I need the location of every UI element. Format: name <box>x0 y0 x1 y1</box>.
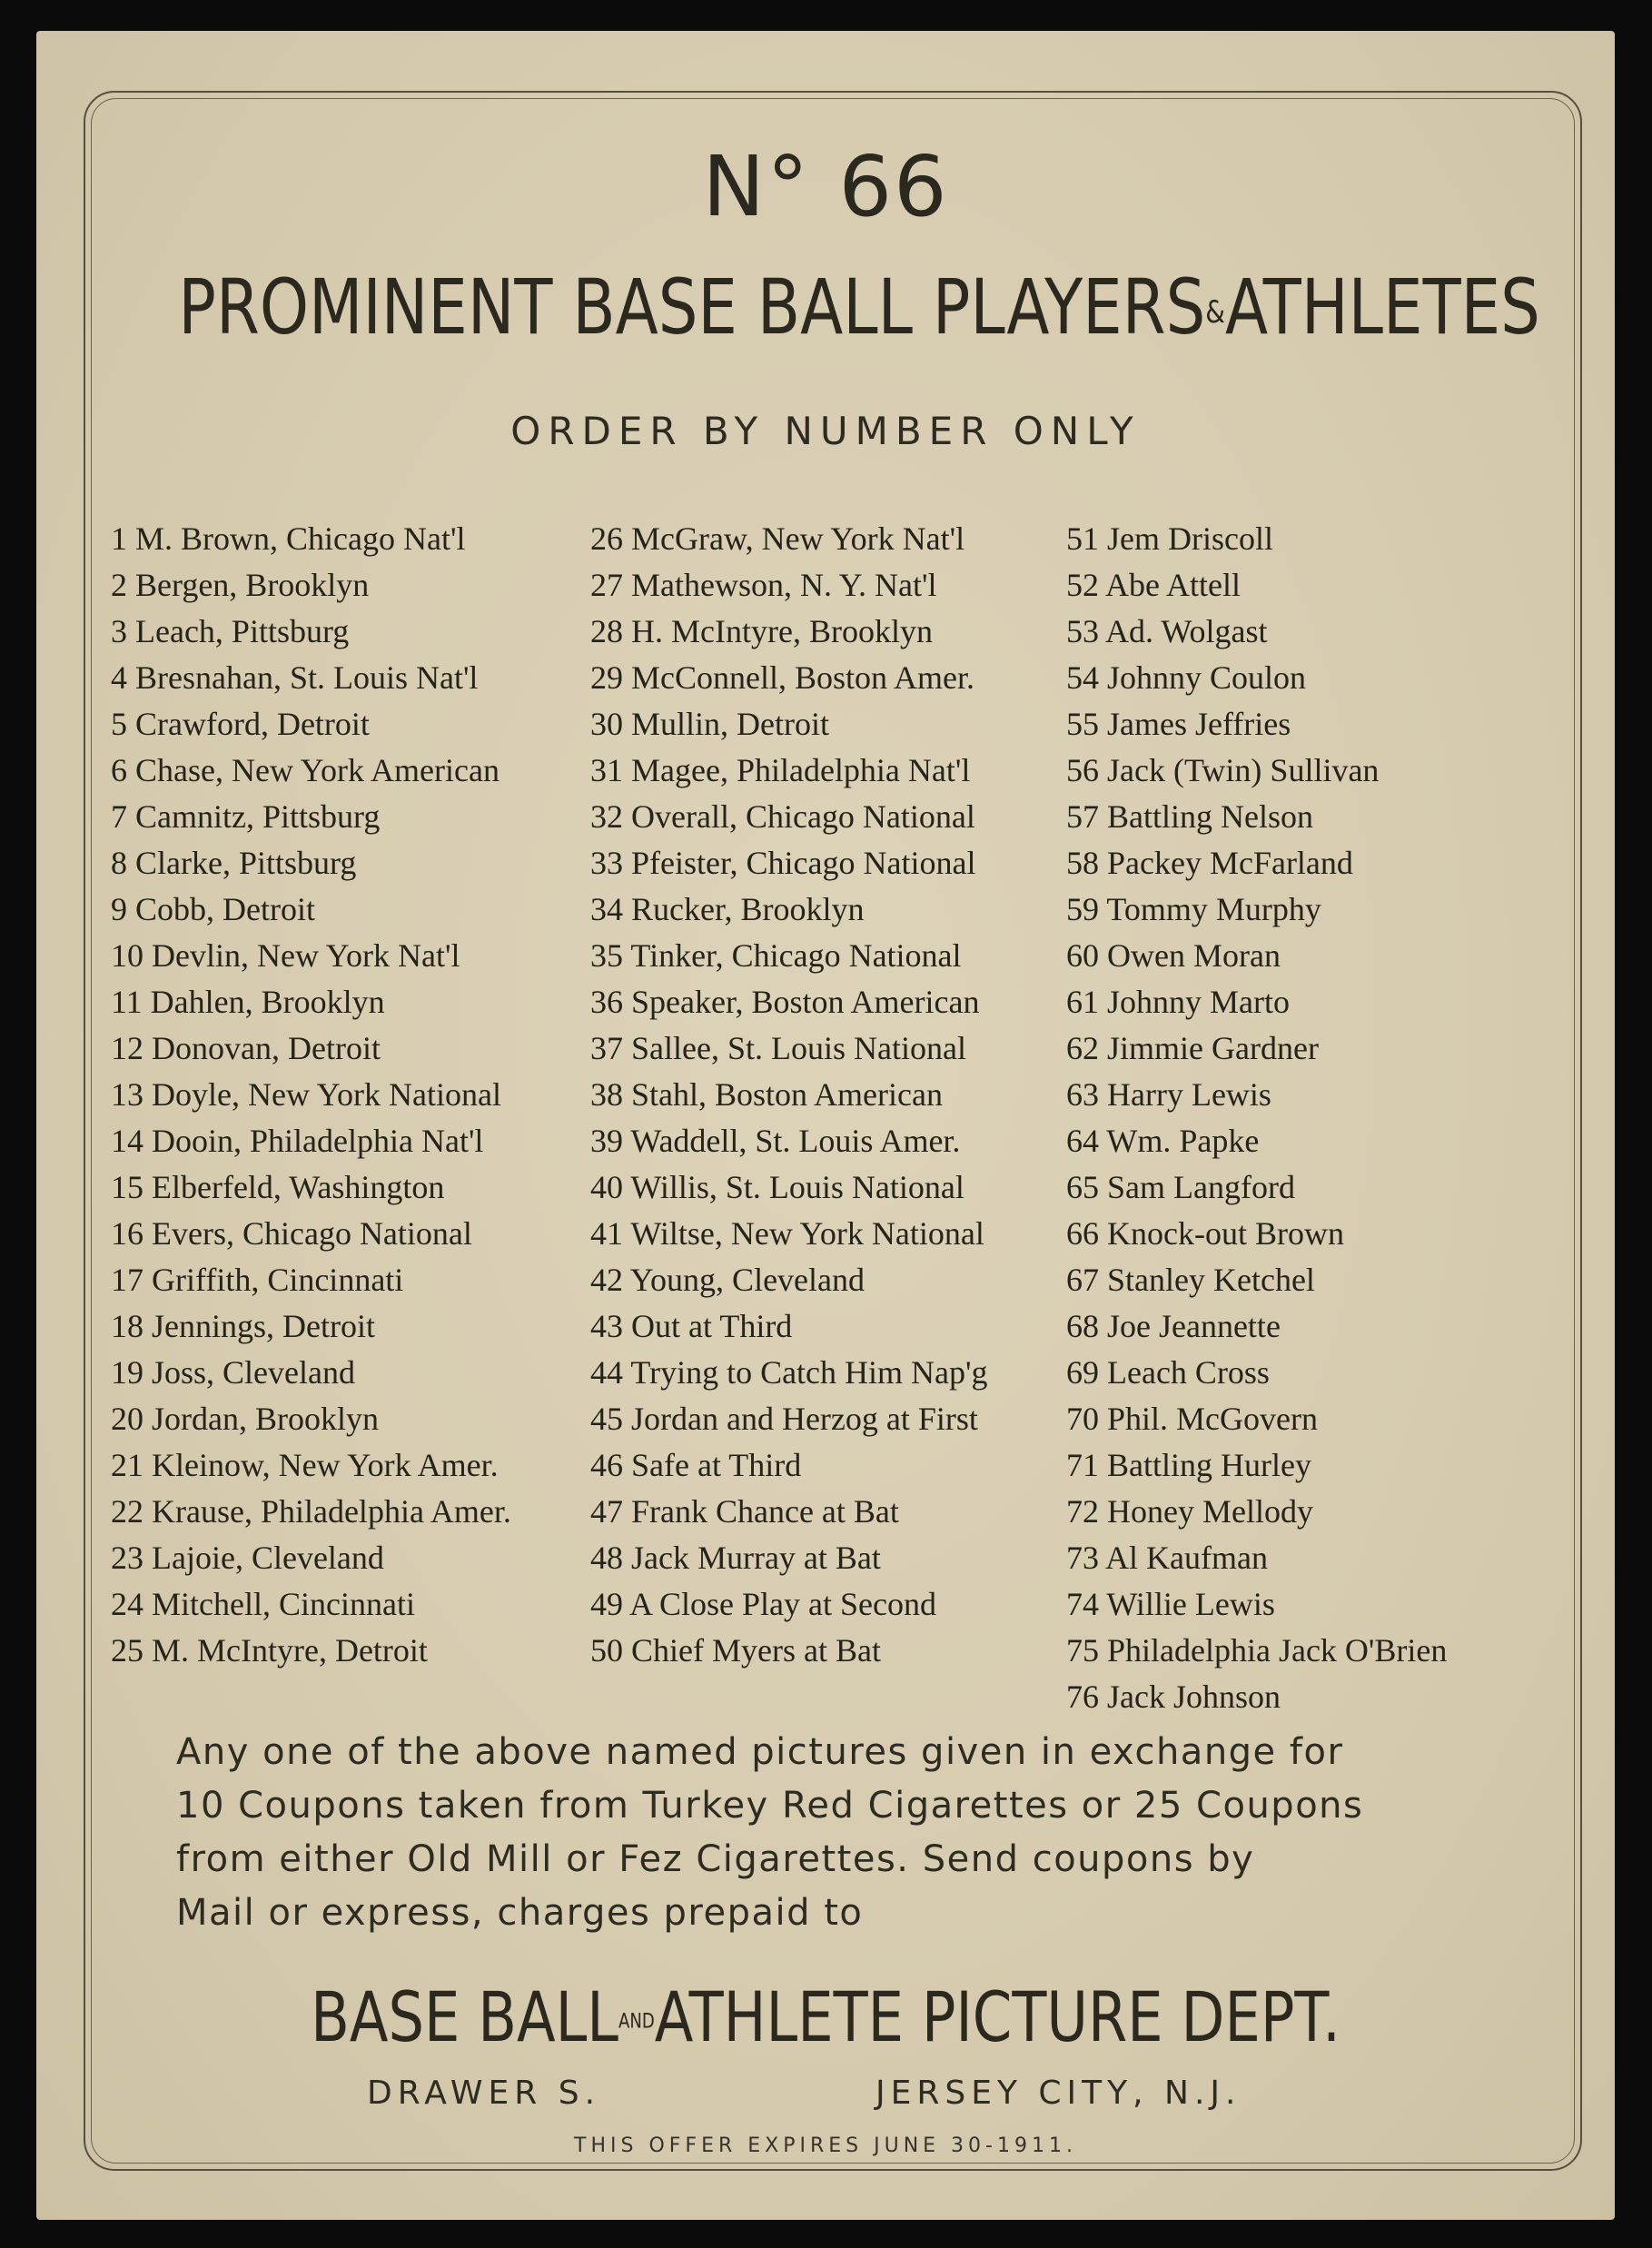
card-back <box>36 31 1615 2220</box>
list-item: 3 Leach, Pittsburg <box>111 613 350 649</box>
list-item: 33 Pfeister, Chicago National <box>590 845 976 881</box>
list-item: 13 Doyle, New York National <box>111 1076 501 1113</box>
list-item: 10 Devlin, New York Nat'l <box>111 937 460 974</box>
player-list-column-1 <box>111 516 511 1674</box>
list-item: 57 Battling Nelson <box>1066 798 1313 835</box>
list-item: 28 H. McIntyre, Brooklyn <box>590 613 933 649</box>
list-item: 7 Camnitz, Pittsburg <box>111 798 381 835</box>
list-item: 29 McConnell, Boston Amer. <box>590 659 974 696</box>
drawer-address: DRAWER S. <box>367 2075 601 2112</box>
offer-line: Any one of the above named pictures given in exchange for <box>176 1731 1344 1773</box>
list-item: 20 Jordan, Brooklyn <box>111 1401 379 1437</box>
list-item: 16 Evers, Chicago National <box>111 1215 472 1252</box>
list-item: 38 Stahl, Boston American <box>590 1076 943 1113</box>
list-item: 23 Lajoie, Cleveland <box>111 1540 384 1576</box>
list-item: 52 Abe Attell <box>1066 567 1241 603</box>
list-item: 71 Battling Hurley <box>1066 1447 1311 1483</box>
dept-left: BASE BALL <box>311 1976 619 2057</box>
offer-line: 10 Coupons taken from Turkey Red Cigarettes or 25 Coupons <box>176 1785 1364 1827</box>
list-item: 36 Speaker, Boston American <box>590 984 980 1020</box>
list-item: 37 Sallee, St. Louis National <box>590 1030 966 1066</box>
list-item: 68 Joe Jeannette <box>1066 1308 1281 1344</box>
list-item: 19 Joss, Cleveland <box>111 1354 355 1391</box>
list-item: 46 Safe at Third <box>590 1447 802 1483</box>
list-item: 35 Tinker, Chicago National <box>590 937 962 974</box>
list-item: 50 Chief Myers at Bat <box>590 1632 881 1669</box>
list-item: 53 Ad. Wolgast <box>1066 613 1268 649</box>
list-item: 40 Willis, St. Louis National <box>590 1169 964 1205</box>
player-list-column-2 <box>590 516 988 1674</box>
list-item: 65 Sam Langford <box>1066 1169 1295 1205</box>
series-number: N° 66 <box>702 138 949 235</box>
title-main: PROMINENT BASE BALL PLAYERS <box>178 262 1206 352</box>
list-item: 74 Willie Lewis <box>1066 1586 1275 1622</box>
title-end: ATHLETES <box>1225 262 1540 352</box>
list-item: 17 Griffith, Cincinnati <box>111 1262 404 1298</box>
list-item: 51 Jem Driscoll <box>1066 520 1273 557</box>
list-item: 39 Waddell, St. Louis Amer. <box>590 1123 961 1159</box>
list-item: 61 Johnny Marto <box>1066 984 1290 1020</box>
list-item: 11 Dahlen, Brooklyn <box>111 984 385 1020</box>
list-item: 31 Magee, Philadelphia Nat'l <box>590 752 971 788</box>
list-item: 6 Chase, New York American <box>111 752 500 788</box>
player-list-column-3 <box>1066 516 1447 1720</box>
list-item: 64 Wm. Papke <box>1066 1123 1260 1159</box>
list-item: 55 James Jeffries <box>1066 706 1291 742</box>
list-item: 47 Frank Chance at Bat <box>590 1493 899 1530</box>
list-item: 43 Out at Third <box>590 1308 793 1344</box>
list-item: 27 Mathewson, N. Y. Nat'l <box>590 567 937 603</box>
department-name <box>178 1976 1472 2057</box>
list-item: 54 Johnny Coulon <box>1066 659 1307 696</box>
list-item: 67 Stanley Ketchel <box>1066 1262 1315 1298</box>
city-address: JERSEY CITY, N.J. <box>875 2075 1241 2112</box>
list-item: 58 Packey McFarland <box>1066 845 1353 881</box>
offer-line: from either Old Mill or Fez Cigarettes. Send coupons by <box>176 1838 1255 1880</box>
list-item: 26 McGraw, New York Nat'l <box>590 520 965 557</box>
list-item: 24 Mitchell, Cincinnati <box>111 1586 415 1622</box>
list-item: 48 Jack Murray at Bat <box>590 1540 881 1576</box>
list-item: 41 Wiltse, New York National <box>590 1215 984 1252</box>
list-item: 12 Donovan, Detroit <box>111 1030 381 1066</box>
list-item: 5 Crawford, Detroit <box>111 706 370 742</box>
list-item: 49 A Close Play at Second <box>590 1586 936 1622</box>
list-item: 69 Leach Cross <box>1066 1354 1270 1391</box>
list-item: 9 Cobb, Detroit <box>111 891 315 927</box>
list-item: 75 Philadelphia Jack O'Brien <box>1066 1632 1448 1669</box>
offer-line: Mail or express, charges prepaid to <box>176 1892 864 1934</box>
list-item: 72 Honey Mellody <box>1066 1493 1313 1530</box>
list-item: 70 Phil. McGovern <box>1066 1401 1318 1437</box>
list-item: 15 Elberfeld, Washington <box>111 1169 445 1205</box>
list-item: 25 M. McIntyre, Detroit <box>111 1632 428 1669</box>
list-item: 73 Al Kaufman <box>1066 1540 1268 1576</box>
list-item: 2 Bergen, Brooklyn <box>111 567 370 603</box>
list-item: 76 Jack Johnson <box>1066 1679 1281 1715</box>
list-item: 44 Trying to Catch Him Nap'g <box>590 1354 988 1391</box>
list-item: 30 Mullin, Detroit <box>590 706 829 742</box>
list-item: 21 Kleinow, New York Amer. <box>111 1447 499 1483</box>
dept-and: AND <box>618 2010 655 2034</box>
offer-expiry: THIS OFFER EXPIRES JUNE 30-1911. <box>574 2134 1077 2157</box>
exchange-offer-text <box>176 1726 1520 1940</box>
list-item: 4 Bresnahan, St. Louis Nat'l <box>111 659 479 696</box>
list-item: 22 Krause, Philadelphia Amer. <box>111 1493 511 1530</box>
order-note: ORDER BY NUMBER ONLY <box>510 409 1141 453</box>
title-ampersand: & <box>1205 294 1226 332</box>
list-item: 66 Knock-out Brown <box>1066 1215 1344 1252</box>
list-item: 63 Harry Lewis <box>1066 1076 1271 1113</box>
list-item: 18 Jennings, Detroit <box>111 1308 375 1344</box>
list-item: 32 Overall, Chicago National <box>590 798 975 835</box>
list-item: 62 Jimmie Gardner <box>1066 1030 1319 1066</box>
list-item: 56 Jack (Twin) Sullivan <box>1066 752 1380 788</box>
dept-right: ATHLETE PICTURE DEPT. <box>654 1976 1340 2057</box>
list-item: 42 Young, Cleveland <box>590 1262 866 1298</box>
list-item: 1 M. Brown, Chicago Nat'l <box>111 520 466 557</box>
list-item: 14 Dooin, Philadelphia Nat'l <box>111 1123 484 1159</box>
list-item: 8 Clarke, Pittsburg <box>111 845 357 881</box>
series-title <box>178 262 1540 352</box>
list-item: 45 Jordan and Herzog at First <box>590 1401 978 1437</box>
list-item: 59 Tommy Murphy <box>1066 891 1321 927</box>
list-item: 34 Rucker, Brooklyn <box>590 891 865 927</box>
list-item: 60 Owen Moran <box>1066 937 1281 974</box>
